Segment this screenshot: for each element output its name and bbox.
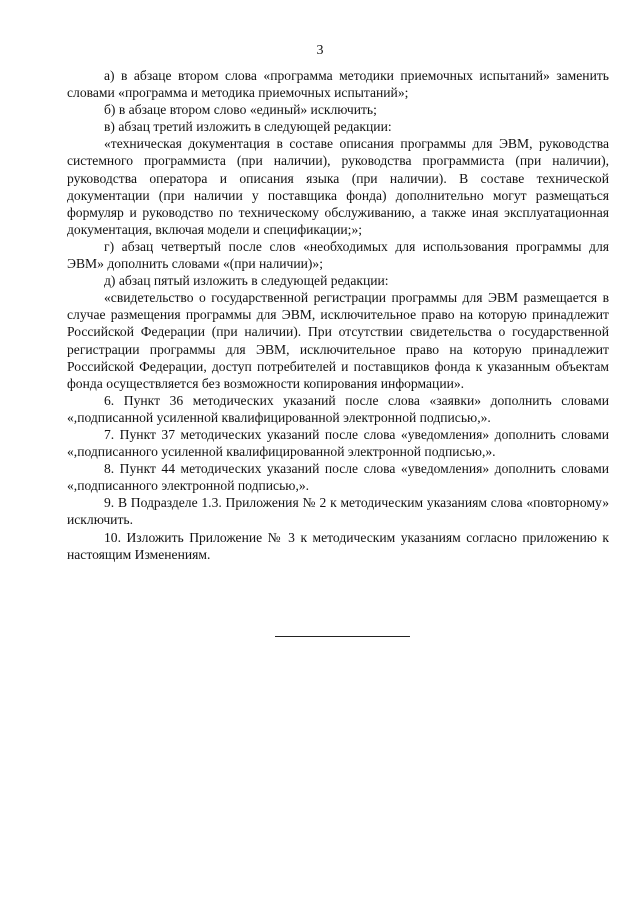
paragraph-d: д) абзац пятый изложить в следующей редакции:: [104, 273, 389, 289]
item-6: 6. Пункт 36 методических указаний после слова «заявки» дополнить словами «,подписанной усиленной квалифицированной электронной подписью,».: [67, 392, 609, 425]
item-7: 7. Пункт 37 методических указаний после слова «уведомления» дополнить словами «,подписанного усиленной квалифицированной электронной подписью,».: [67, 426, 609, 460]
item-10: 10. Изложить Приложение № 3 к методическим указаниям согласно приложению к настоящим Изменениям.: [67, 529, 609, 562]
paragraph-v-quote: «техническая документация в составе описания программы для ЭВМ, руководства системного программиста (при наличии), руководства программиста (при наличии), руководства оператора и описания языка (при наличии). В составе технической документации (при наличии у поставщика фонда) дополнительно могут размещаться формуляр и руководство по техническому обслуживанию, а также иная эксплуатационная документация, включая модели и спецификации;»;: [67, 136, 609, 237]
page-number: 3: [316, 43, 324, 58]
closing-divider-line: [275, 636, 410, 637]
item-9: 9. В Подразделе 1.3. Приложения № 2 к методическим указаниям слова «повторному» исключить.: [67, 495, 609, 528]
paragraph-g: г) абзац четвертый после слов «необходимых для использования программы для ЭВМ» дополнить словами «(при наличии)»;: [67, 238, 609, 272]
paragraph-b: б) в абзаце втором слово «единый» исключить;: [104, 102, 377, 118]
paragraph-v: в) абзац третий изложить в следующей редакции:: [104, 119, 392, 135]
document-body: [67, 67, 609, 563]
paragraph-a: а) в абзаце втором слова «программа методики приемочных испытаний» заменить словами «программа и методика приемочных испытаний»;: [67, 68, 609, 101]
paragraph-d-quote: «свидетельство о государственной регистрации программы для ЭВМ размещается в случае размещения программы для ЭВМ, исключительное право на которую принадлежит Российской Федерации (при наличии). При отсутствии свидетельства о государственной регистрации программы для ЭВМ, исключительное право на которую принадлежит Российской Федерации, доступ потребителей и поставщиков фонда к указанным объектам фонда осуществляется без возможности копирования информации».: [67, 290, 609, 391]
item-8: 8. Пункт 44 методических указаний после слова «уведомления» дополнить словами «,подписанного электронной подписью,».: [67, 461, 609, 494]
